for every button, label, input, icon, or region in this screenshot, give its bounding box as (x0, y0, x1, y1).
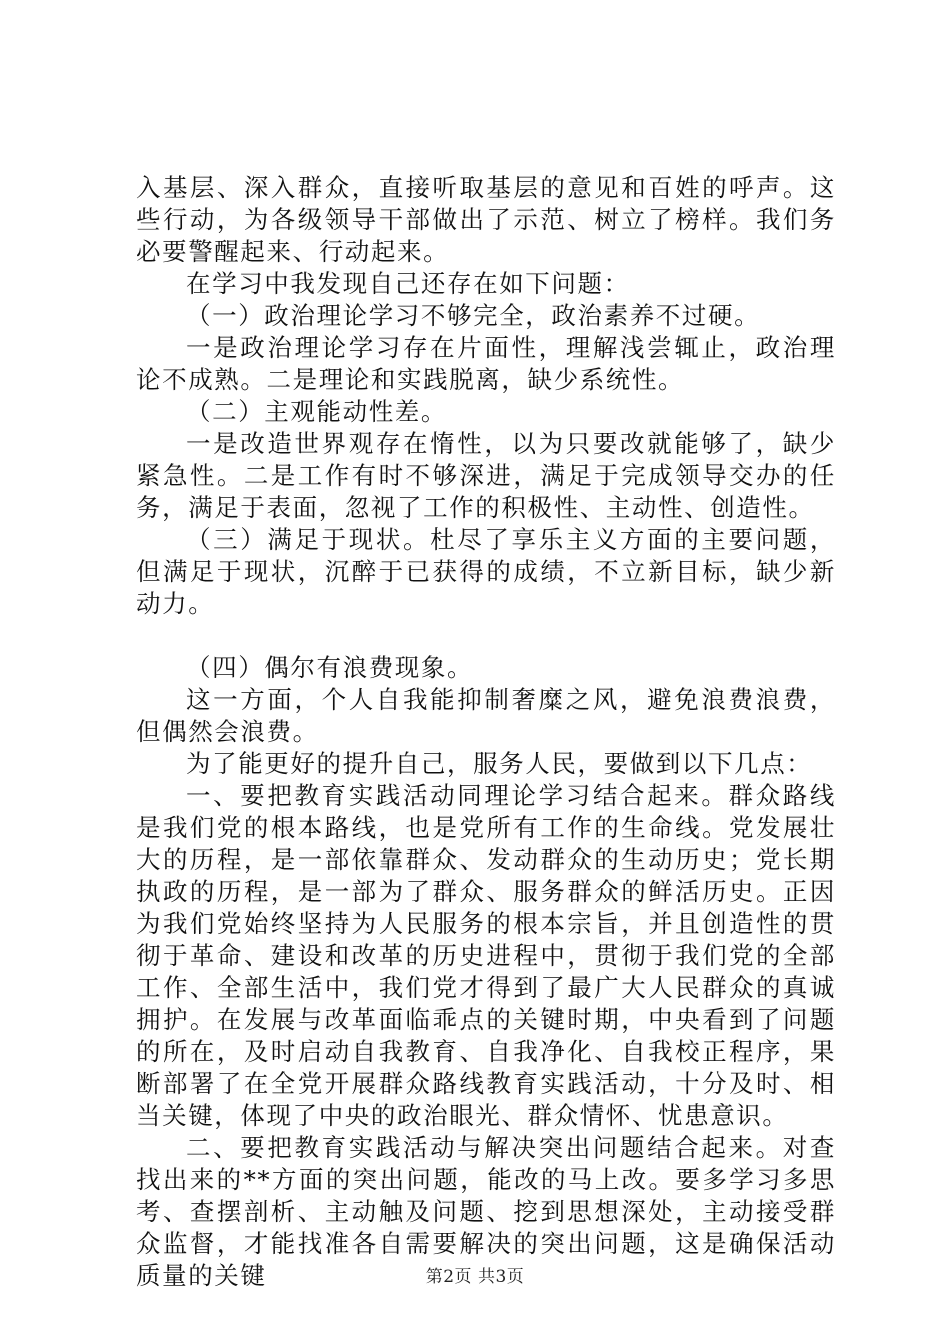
heading-problem-1: （一）政治理论学习不够完全，政治素养不过硬。 (186, 301, 761, 330)
paragraph-problem-2: 一是改造世界观存在惰性，以为只要改就能够了，缺少紧急性。二是工作有时不够深进，满足于完成领导交办的任务，满足于表面，忽视了工作的积极性、主动性、创造性。 (136, 429, 836, 522)
heading-problem-2: （二）主观能动性差。 (186, 397, 447, 426)
paragraph-problem-1: 一是政治理论学习存在片面性，理解浅尝辄止，政治理论不成熟。二是理论和实践脱离，缺少系统性。 (136, 333, 836, 394)
heading-problem-4: （四）偶尔有浪费现象。 (186, 653, 474, 682)
paragraph-gap (136, 620, 836, 652)
page-number-footer: 第2页 共3页 (425, 1267, 525, 1287)
paragraph-problems-intro: 在学习中我发现自己还存在如下问题： (186, 269, 630, 298)
paragraph-improvement-2: 二、要把教育实践活动与解决突出问题结合起来。对查找出来的**方面的突出问题，能改的马上改。要多学习多思考、查摆剖析、主动触及问题、挖到思想深处，主动接受群众监督，才能找准各自需要解决的突出问题，这是确保活动质量的关键 (136, 1133, 836, 1290)
paragraph-improvement-1: 一、要把教育实践活动同理论学习结合起来。群众路线是我们党的根本路线，也是党所有工作的生命线。党发展壮大的历程，是一部依靠群众、发动群众的生动历史；党长期执政的历程，是一部为了群众、服务群众的鲜活历史。正因为我们党始终坚持为人民服务的根本宗旨，并且创造性的贯彻于革命、建设和改革的历史进程中，贯彻于我们党的全部工作、全部生活中，我们党才得到了最广大人民群众的真诚拥护。在发展与改革面临乖点的关键时期，中央看到了问题的所在，及时启动自我教育、自我净化、自我校正程序，果断部署了在全党开展群众路线教育实践活动，十分及时、相当关键，体现了中央的政治眼光、群众情怀、忧患意识。 (136, 781, 836, 1130)
document-body (136, 172, 836, 1292)
paragraph-improvements-intro: 为了能更好的提升自己，服务人民，要做到以下几点： (186, 749, 813, 778)
paragraph-problem-3: （三）满足于现状。杜尽了享乐主义方面的主要问题，但满足于现状，沉醉于已获得的成绩，不立新目标，缺少新动力。 (136, 525, 836, 618)
paragraph-continuation: 入基层、深入群众，直接听取基层的意见和百姓的呼声。这些行动，为各级领导干部做出了示范、树立了榜样。我们务必要警醒起来、行动起来。 (136, 173, 836, 266)
paragraph-problem-4: 这一方面，个人自我能抑制奢糜之风，避免浪费浪费，但偶然会浪费。 (136, 685, 836, 746)
